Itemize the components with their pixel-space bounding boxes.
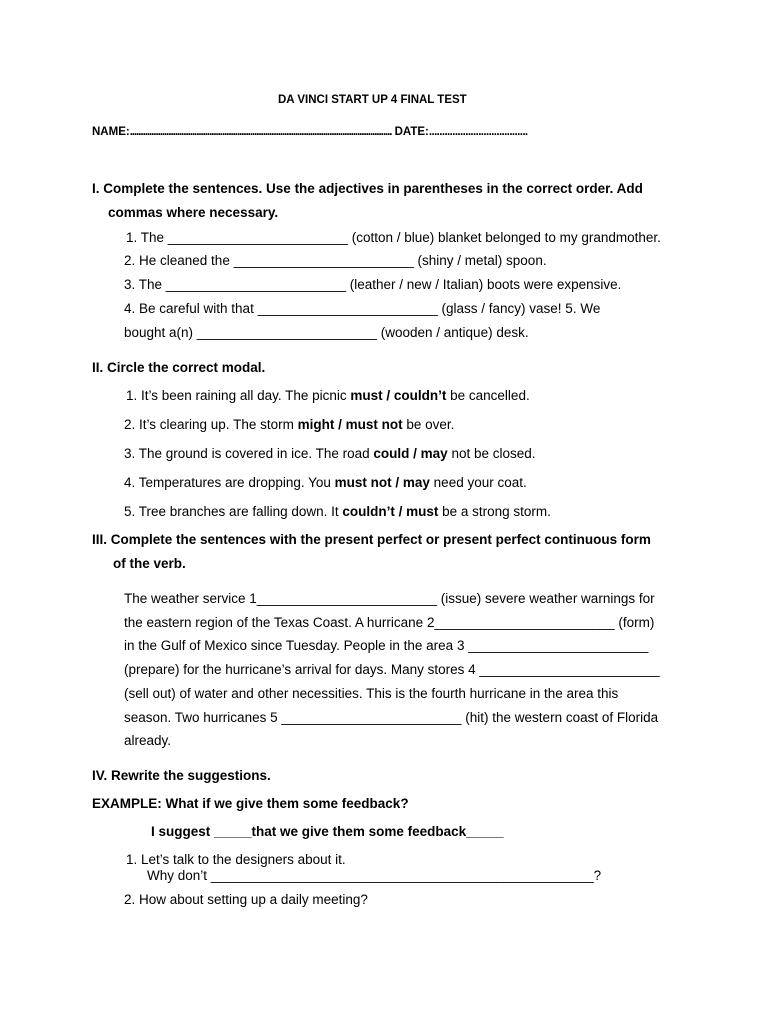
date-field: ...................................... — [428, 126, 528, 138]
item-text: be cancelled. — [446, 388, 530, 403]
item-text: be a strong storm. — [438, 504, 551, 519]
item-text: 2. It’s clearing up. The storm — [124, 417, 298, 432]
list-item — [124, 504, 551, 519]
list-item: 1. The ________________________ (cotton / blue) blanket belonged to my grandmother. — [126, 230, 661, 245]
paragraph-line: the eastern region of the Texas Coast. A hurricane 2________________________ (form) — [124, 615, 655, 630]
section4-heading: IV. Rewrite the suggestions. — [92, 768, 271, 783]
list-item — [124, 475, 527, 490]
paragraph-line: (sell out) of water and other necessities. This is the fourth hurricane in the area this — [124, 686, 619, 701]
paragraph-line: season. Two hurricanes 5 ________________________ (hit) the western coast of Florida — [124, 710, 659, 725]
example-answer: I suggest _____that we give them some feedback_____ — [151, 824, 504, 839]
name-date-line — [92, 126, 528, 138]
example-prompt: EXAMPLE: What if we give them some feedback? — [92, 796, 409, 811]
section3-heading-line2: of the verb. — [113, 556, 186, 571]
item-text: be over. — [402, 417, 455, 432]
paragraph-line: The weather service 1________________________ (issue) severe weather warnings for — [124, 591, 655, 606]
answer-line: Why don’t ___________________________________________________? — [147, 868, 602, 883]
item-text: 5. Tree branches are falling down. It — [124, 504, 343, 519]
section1-heading-line2: commas where necessary. — [108, 205, 279, 220]
name-label: NAME: — [92, 126, 130, 138]
paragraph-line: in the Gulf of Mexico since Tuesday. People in the area 3 ________________________ — [124, 638, 649, 653]
name-field: .......................................................................................................................... — [129, 126, 392, 138]
list-item: 4. Be careful with that ________________________ (glass / fancy) vase! 5. We — [124, 301, 601, 316]
list-item: 2. How about setting up a daily meeting? — [124, 892, 368, 907]
list-item: 2. He cleaned the ________________________ (shiny / metal) spoon. — [124, 253, 547, 268]
modal-choice: must not / may — [334, 475, 430, 490]
section2-heading: II. Circle the correct modal. — [92, 360, 266, 375]
list-item: 1. Let’s talk to the designers about it. — [126, 852, 346, 867]
list-item — [124, 446, 536, 461]
paragraph-line: (prepare) for the hurricane’s arrival for days. Many stores 4 ________________________ — [124, 662, 660, 677]
list-item — [126, 388, 530, 403]
modal-choice: must / couldn’t — [350, 388, 447, 403]
item-text: 1. It’s been raining all day. The picnic — [126, 388, 351, 403]
modal-choice: could / may — [373, 446, 448, 461]
modal-choice: might / must not — [297, 417, 403, 432]
item-text: 3. The ground is covered in ice. The road — [124, 446, 374, 461]
list-item: 3. The ________________________ (leather / new / Italian) boots were expensive. — [124, 277, 622, 292]
list-item — [124, 417, 454, 432]
date-label: DATE: — [394, 126, 429, 138]
test-title: DA VINCI START UP 4 FINAL TEST — [278, 94, 467, 106]
modal-choice: couldn’t / must — [342, 504, 439, 519]
item-text: not be closed. — [447, 446, 536, 461]
paragraph-line: already. — [124, 733, 172, 748]
section3-heading-line1: III. Complete the sentences with the present perfect or present perfect continuous form — [92, 532, 651, 547]
item-text: 4. Temperatures are dropping. You — [124, 475, 335, 490]
item-text: need your coat. — [429, 475, 527, 490]
list-item: bought a(n) ________________________ (wooden / antique) desk. — [124, 325, 529, 340]
section1-heading-line1: I. Complete the sentences. Use the adjectives in parentheses in the correct order. Add — [92, 181, 643, 196]
